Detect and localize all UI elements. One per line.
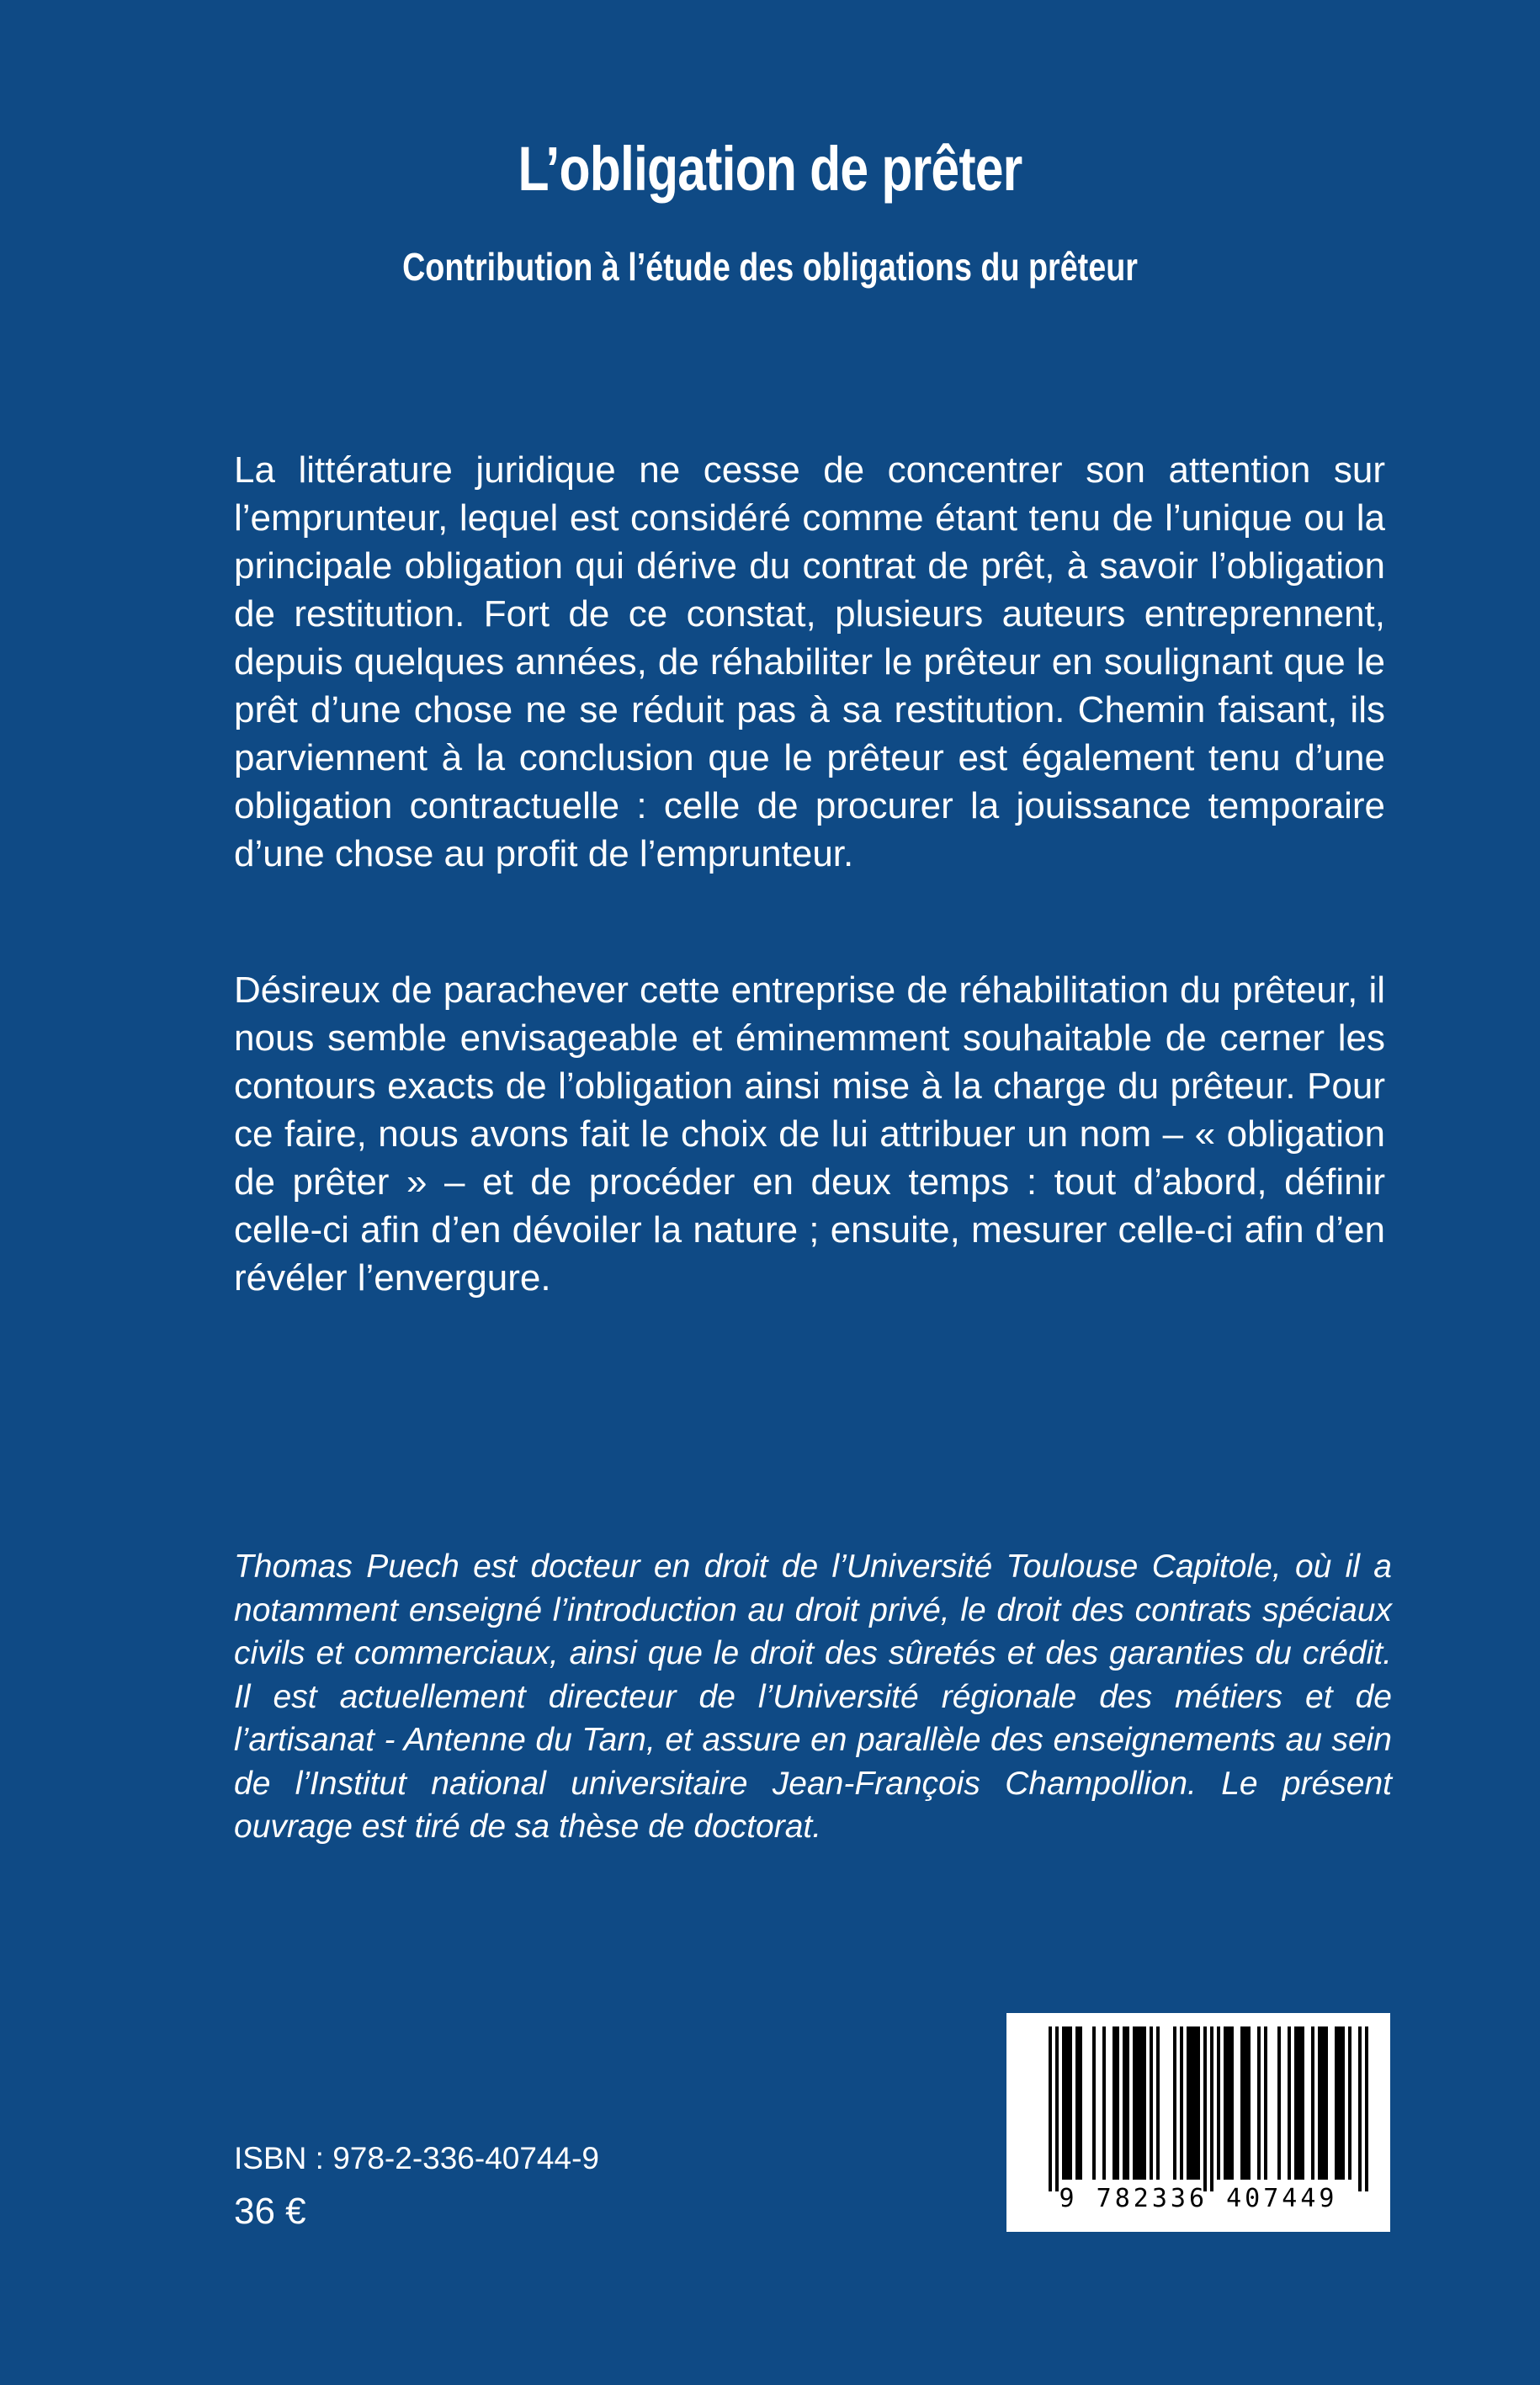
price: 36 € <box>234 2191 306 2232</box>
barcode-bar <box>1277 2026 1281 2180</box>
barcode-bar <box>1224 2026 1227 2180</box>
barcode-bar <box>1247 2026 1251 2180</box>
barcode-bar <box>1197 2026 1200 2180</box>
barcode-bar <box>1240 2026 1244 2180</box>
barcode-bar <box>1217 2026 1220 2180</box>
barcode-bars <box>1008 2015 1389 2191</box>
summary-paragraph-1: La littérature juridique ne cesse de concentrer son attention sur l’emprunteur, lequel est considéré comme étant tenu de l’unique ou la principale obligation qui dérive du contrat de prêt, à savoir l’obligation de restitution. Fort de ce constat, plusieurs auteurs entreprennent, depuis quelques années, de réhabiliter le prêteur en soulignant que le prêt d’une chose ne se réduit pas à sa restitution. Chemin faisant, ils parviennent à la conclusion que le prêteur est également tenu d’une obligation contractuelle : celle de procurer la jouissance temporaire d’une chose au profit de l’emprunteur. <box>234 449 1385 874</box>
barcode-bar <box>1143 2026 1146 2180</box>
barcode-bar <box>1325 2026 1328 2180</box>
isbn: ISBN : 978-2-336-40744-9 <box>234 2141 599 2175</box>
barcode-bar <box>1069 2026 1072 2180</box>
book-subtitle: Contribution à l’étude des obligations du prêteur <box>402 245 1138 289</box>
book-title: L’obligation de prêter <box>518 134 1022 204</box>
barcode-bar <box>1150 2026 1153 2180</box>
barcode-bar <box>1055 2026 1059 2191</box>
barcode-bar <box>1341 2026 1345 2180</box>
barcode-bar <box>1079 2026 1082 2180</box>
barcode-bar <box>1348 2026 1351 2180</box>
barcode-bar <box>1187 2026 1190 2180</box>
barcode-bar <box>1301 2026 1304 2180</box>
barcode-bar <box>1311 2026 1314 2180</box>
barcode-bar <box>1133 2026 1136 2180</box>
barcode-bar <box>1139 2026 1143 2180</box>
barcode-bar <box>1230 2026 1234 2180</box>
barcode-bar <box>1338 2026 1341 2180</box>
barcode-bar <box>1335 2026 1338 2180</box>
barcode-bar <box>1062 2026 1065 2180</box>
barcode-bar <box>1257 2026 1261 2180</box>
barcode-bar <box>1203 2026 1207 2191</box>
barcode-bar <box>1049 2026 1052 2191</box>
barcode-bar <box>1065 2026 1069 2180</box>
barcode-bar <box>1123 2026 1126 2180</box>
barcode-bar <box>1116 2026 1119 2180</box>
barcode-bar <box>1358 2026 1362 2191</box>
barcode-bar <box>1321 2026 1325 2180</box>
barcode-bar <box>1288 2026 1291 2180</box>
barcode-bar <box>1210 2026 1213 2191</box>
barcode-bar <box>1298 2026 1301 2180</box>
barcode-bar <box>1190 2026 1193 2180</box>
barcode-bar <box>1113 2026 1116 2180</box>
barcode-bar <box>1126 2026 1129 2180</box>
summary-paragraph-2: Désireux de parachever cette entreprise de réhabilitation du prêteur, il nous semble envisageable et éminemment souhaitable de cerner les contours exacts de l’obligation ainsi mise à la charge du prêteur. Pour ce faire, nous avons fait le choix de lui attribuer un nom – « obligation de prêter » – et de procéder en deux temps : tout d’abord, définir celle-ci afin d’en dévoiler la nature ; ensuite, mesurer celle-ci afin d’en révéler l’envergure. <box>234 969 1385 1299</box>
barcode-bar <box>1136 2026 1139 2180</box>
barcode-bar <box>1180 2026 1183 2180</box>
barcode-bar <box>1173 2026 1176 2180</box>
barcode-bar <box>1264 2026 1267 2180</box>
barcode-bar <box>1227 2026 1230 2180</box>
author-name: Thomas Puech <box>234 1548 459 1585</box>
author-bio <box>234 1545 1392 1849</box>
barcode <box>1006 2013 1390 2232</box>
barcode-bar <box>1244 2026 1247 2180</box>
barcode-bar <box>1294 2026 1298 2180</box>
barcode-bar <box>1318 2026 1321 2180</box>
barcode-bar <box>1075 2026 1079 2180</box>
barcode-bar <box>1365 2026 1368 2191</box>
barcode-bar <box>1102 2026 1106 2180</box>
barcode-bar <box>1092 2026 1096 2180</box>
barcode-bar <box>1193 2026 1197 2180</box>
barcode-bar <box>1156 2026 1160 2180</box>
barcode-digits: 9 782336 407449 <box>1059 2184 1338 2213</box>
author-bio-text: est docteur en droit de l’Université Toulouse Capitole, où il a notamment enseigné l’introduction au droit privé, le droit des contrats spéciaux civils et commerciaux, ainsi que le droit des sûretés et des garanties du crédit. Il est actuellement directeur de l’Université régionale des métiers et de l’artisanat - Antenne du Tarn, et assure en parallèle des enseignements au sein de l’Institut national universitaire Jean-François Champollion. Le présent ouvrage est tiré de sa thèse de doctorat. <box>234 1548 1392 1845</box>
